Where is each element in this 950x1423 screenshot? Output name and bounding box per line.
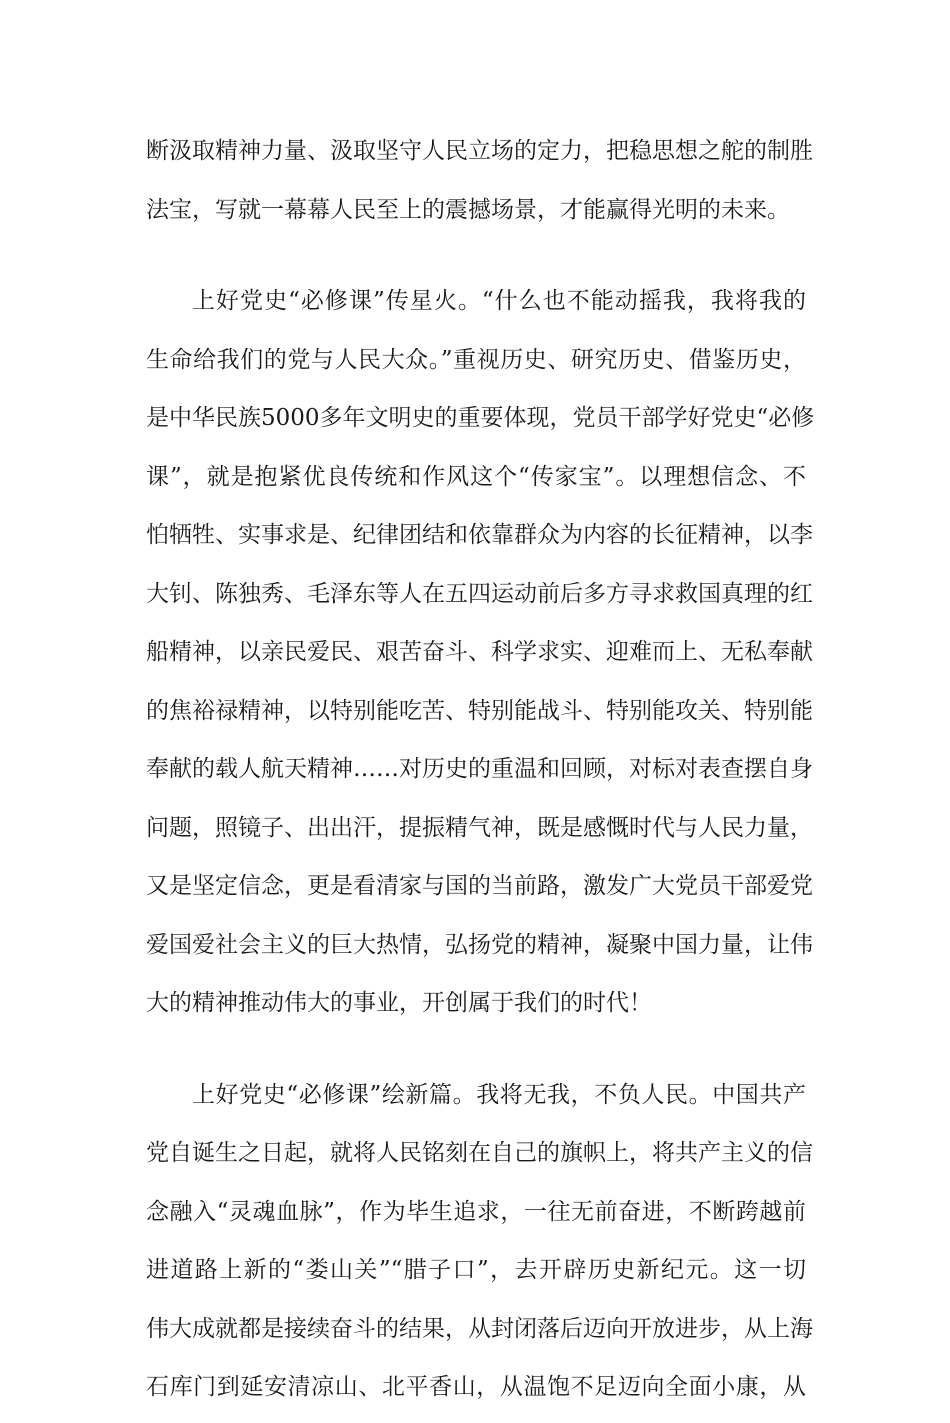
- text-line: 上好党史“必修课”传星火。“什么也不能动摇我，我将我的: [192, 288, 806, 314]
- text-line: 断汲取精神力量、汲取坚守人民立场的定力，把稳思想之舵的制胜: [146, 138, 813, 164]
- text-line: 课”，就是抱紧优良传统和作风这个“传家宝”。以理想信念、不: [146, 463, 806, 490]
- text-line: 又是坚定信念，更是看清家与国的当前路，激发广大党员干部爱党: [146, 873, 813, 899]
- text-line: 奉献的载人航天精神……对历史的重温和回顾，对标对表查摆自身: [146, 756, 813, 782]
- text-line: 爱国爱社会主义的巨大热情，弘扬党的精神，凝聚中国力量，让伟: [146, 931, 813, 958]
- text-line: 怕牺牲、实事求是、纪律团结和依靠群众为内容的长征精神，以李: [146, 522, 813, 548]
- paragraph-gap: [146, 245, 806, 278]
- document-body: [146, 128, 815, 1423]
- text-line: 的焦裕禄精神，以特别能吃苦、特别能战斗、特别能攻关、特别能: [146, 697, 813, 724]
- text-line: 党自诞生之日起，就将人民铭刻在自己的旗帜上，将共产主义的信: [146, 1140, 813, 1166]
- paragraph-gap: [146, 1039, 806, 1072]
- text-line: 石库门到延安清凉山、北平香山，从温饱不足迈向全面小康，从: [146, 1374, 806, 1400]
- text-line: 念融入“灵魂血脉”，作为毕生追求，一往无前奋进，不断跨越前: [146, 1198, 806, 1225]
- text-line: 伟大成就都是接续奋斗的结果，从封闭落后迈向开放进步，从上海: [146, 1315, 813, 1342]
- text-line: 船精神，以亲民爱民、艰苦奋斗、科学求实、迎难而上、无私奉献: [146, 639, 813, 665]
- text-line: 进道路上新的“娄山关”“腊子口”，去开辟历史新纪元。这一切: [146, 1257, 806, 1283]
- text-line: 大钊、陈独秀、毛泽东等人在五四运动前后多方寻求救国真理的红: [146, 580, 813, 607]
- text-line: 生命给我们的党与人民大众。”重视历史、研究历史、借鉴历史，: [146, 346, 806, 373]
- text-line: 是中华民族5000多年文明史的重要体现，党员干部学好党史“必修: [146, 405, 815, 431]
- text-line: 上好党史“必修课”绘新篇。我将无我，不负人民。中国共产: [192, 1081, 806, 1108]
- text-line: 法宝，写就一幕幕人民至上的震撼场景，才能赢得光明的未来。: [146, 196, 790, 223]
- text-line: 大的精神推动伟大的事业，开创属于我们的时代！: [146, 990, 652, 1016]
- text-line: 问题，照镜子、出出汗，提振精气神，既是感慨时代与人民力量，: [146, 814, 813, 841]
